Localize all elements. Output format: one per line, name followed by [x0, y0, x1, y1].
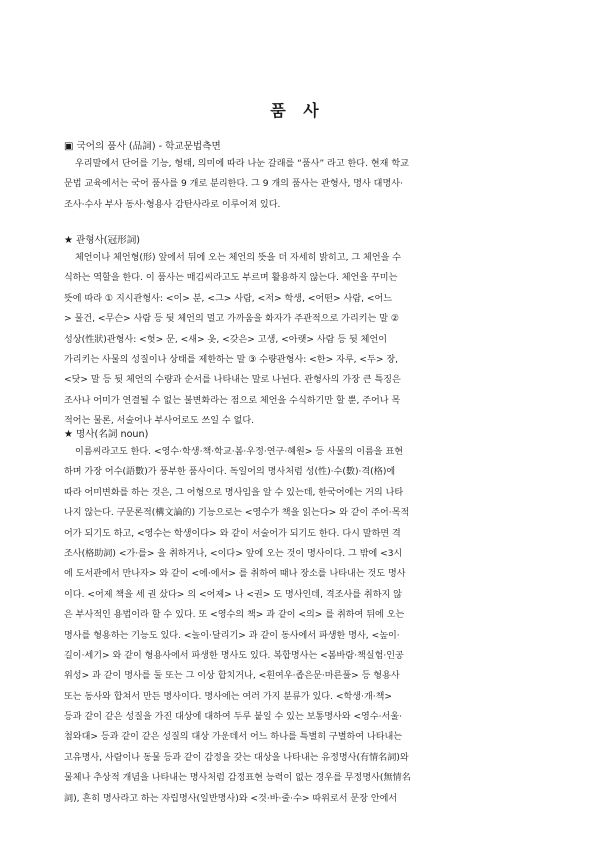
- text-line: <닷> 말 등 뒷 체언의 수량과 순서를 나타내는 말로 나뉜다. 관형사의 가장 큰 특징은: [64, 375, 401, 386]
- text-line: 길이·세기> 와 같이 형용사에서 파생한 명사도 있다. 복합명사는 <봄바람·책실험·인공: [64, 650, 404, 661]
- text-line: 하며 가장 어수(語數)가 풍부한 품사이다. 독일어의 명사처럼 성(性)·수(數)·격(格)에: [64, 467, 396, 478]
- star-bullet-icon: ★: [64, 429, 73, 440]
- text-line: 고유명사, 사람이나 동물 등과 같이 감정을 갖는 대상을 나타내는 유정명사(有情名詞)와: [64, 752, 409, 763]
- text-line: 따라 어미변화를 하는 것은, 그 어형으로 명사임을 알 수 있는데, 한국어에는 거의 나타: [64, 487, 404, 498]
- text-line: 문법 교육에서는 국어 품사를 9 개로 분리한다. 그 9 개의 품사는 관형사, 명사 대명사·: [64, 179, 403, 190]
- section-heading: [64, 428, 532, 442]
- section-heading-text: 국어의 품사 (品詞) - 학교문법측면: [76, 141, 221, 152]
- text-line: 등과 같이 같은 성질을 가진 대상에 대하여 두루 붙일 수 있는 보통명사와 <영수·서울·: [64, 712, 402, 723]
- text-line: 조사·수사 부사 동사·형용사 감탄사라로 이루어져 있다.: [64, 199, 281, 210]
- text-line: 詞), 흔히 명사라고 하는 자립명사(일반명사)와 <것·바·줄·수> 따위로서 문장 안에서: [64, 793, 398, 804]
- text-line: 우리말에서 단어를 기능, 형태, 의미에 따라 나눈 갈래를 “품사” 라고 한다. 현재 학교: [75, 159, 409, 169]
- text-line: 식하는 역할을 한다. 이 품사는 매김씨라고도 부르며 활용하지 않는다. 체언을 꾸미는: [64, 273, 398, 284]
- text-line: 조사나 어미가 연결될 수 없는 불변화라는 점으로 체언을 수식하기만 할 뿐, 주어나 목: [64, 395, 401, 406]
- text-line: 또는 동사와 합쳐서 만든 명사이다. 명사에는 여러 가지 분류가 있다. <학생·개·책>: [64, 691, 393, 702]
- text-line: 어가 되기도 하고, <영수는 학생이다> 와 같이 서술어가 되기도 한다. 다시 말하면 격: [64, 528, 401, 539]
- section-paragraph: [64, 442, 532, 809]
- text-line: 은 부사적인 용법이라 할 수 있다. 또 <영수의 책> 과 같이 <의> 를 취하여 뒤에 오는: [64, 610, 405, 621]
- page-title: 품 사: [270, 101, 325, 120]
- section-paragraph: [64, 154, 532, 215]
- text-line: 뜻에 따라 ① 지시관형사: <이> 분, <그> 사람, <저> 학생, <어떤> 사람, <어느: [64, 293, 393, 304]
- text-line: 명사를 형용하는 기능도 있다. <놀이·달리기> 과 같이 동사에서 파생한 명사, <높이·: [64, 630, 400, 641]
- section-myeongsa: [64, 428, 532, 809]
- text-line: 물체나 추상적 개념을 나타내는 명사처럼 감정표현 능력이 없는 경우를 무정명사(無情名: [64, 773, 411, 784]
- section-heading: [64, 140, 532, 154]
- text-line: > 물건, <무슨> 사람 등 뒷 체언의 멀고 가까움을 화자가 주관적으로 가리키는 말 ②: [64, 314, 400, 325]
- section-paragraph: [64, 248, 532, 432]
- text-line: 가리키는 사물의 성질이나 상태를 제한하는 말 ③ 수량관형사: <한> 자루, <두> 장,: [64, 354, 399, 365]
- text-line: 첨와대> 등과 같이 같은 성질의 대상 가운데서 어느 하나를 특별히 구별하여 나타내는: [64, 732, 403, 743]
- text-line: 적어는 물론, 서술어나 부사어로도 쓰일 수 없다.: [64, 416, 255, 427]
- text-line: 이름씨라고도 한다. <영수·학생·책·학교·봄·우정·연구·혜원> 등 사물의 이름을 표현: [75, 447, 404, 457]
- section-part-of-speech-overview: [64, 140, 532, 215]
- section-heading-text: 명사(名詞 noun): [75, 429, 149, 440]
- section-heading-text: 관형사(冠形詞): [75, 235, 141, 246]
- text-line: 성상(性狀)관형사: <헛> 문, <새> 옷, <갖은> 고생, <아랫> 사람 등 뒷 체언이: [64, 334, 388, 345]
- section-gwanhyeongsa: [64, 234, 532, 432]
- section-heading: [64, 234, 532, 248]
- text-line: 체언이나 체언형(形) 앞에서 뒤에 오는 체언의 뜻을 더 자세히 밝히고, 그 체언을 수: [75, 253, 402, 263]
- text-line: 이다. <어제 책을 세 권 샀다> 의 <어제> 나 <권> 도 명사인데, 격조사를 취하지 않: [64, 589, 402, 600]
- text-line: 위성> 과 같이 명사를 둘 또는 그 이상 합치거나, <흰여우·좁은문·마른풀> 등 형용사: [64, 671, 400, 682]
- text-line: 조사(格助詞) <가·를> 을 취하거나, <이다> 앞에 오는 것이 명사이다. 그 밖에 <3시: [64, 548, 403, 559]
- text-line: 나지 않는다. 구문론적(構文論的) 기능으로는 <영수가 책을 읽는다> 와 같이 주어·목적: [64, 508, 410, 519]
- square-bullet-icon: ▣: [64, 141, 74, 152]
- star-bullet-icon: ★: [64, 235, 73, 246]
- text-line: 에 도서관에서 만나자> 와 같이 <에·에서> 를 취하여 때나 장소를 나타내는 것도 명사: [64, 569, 406, 580]
